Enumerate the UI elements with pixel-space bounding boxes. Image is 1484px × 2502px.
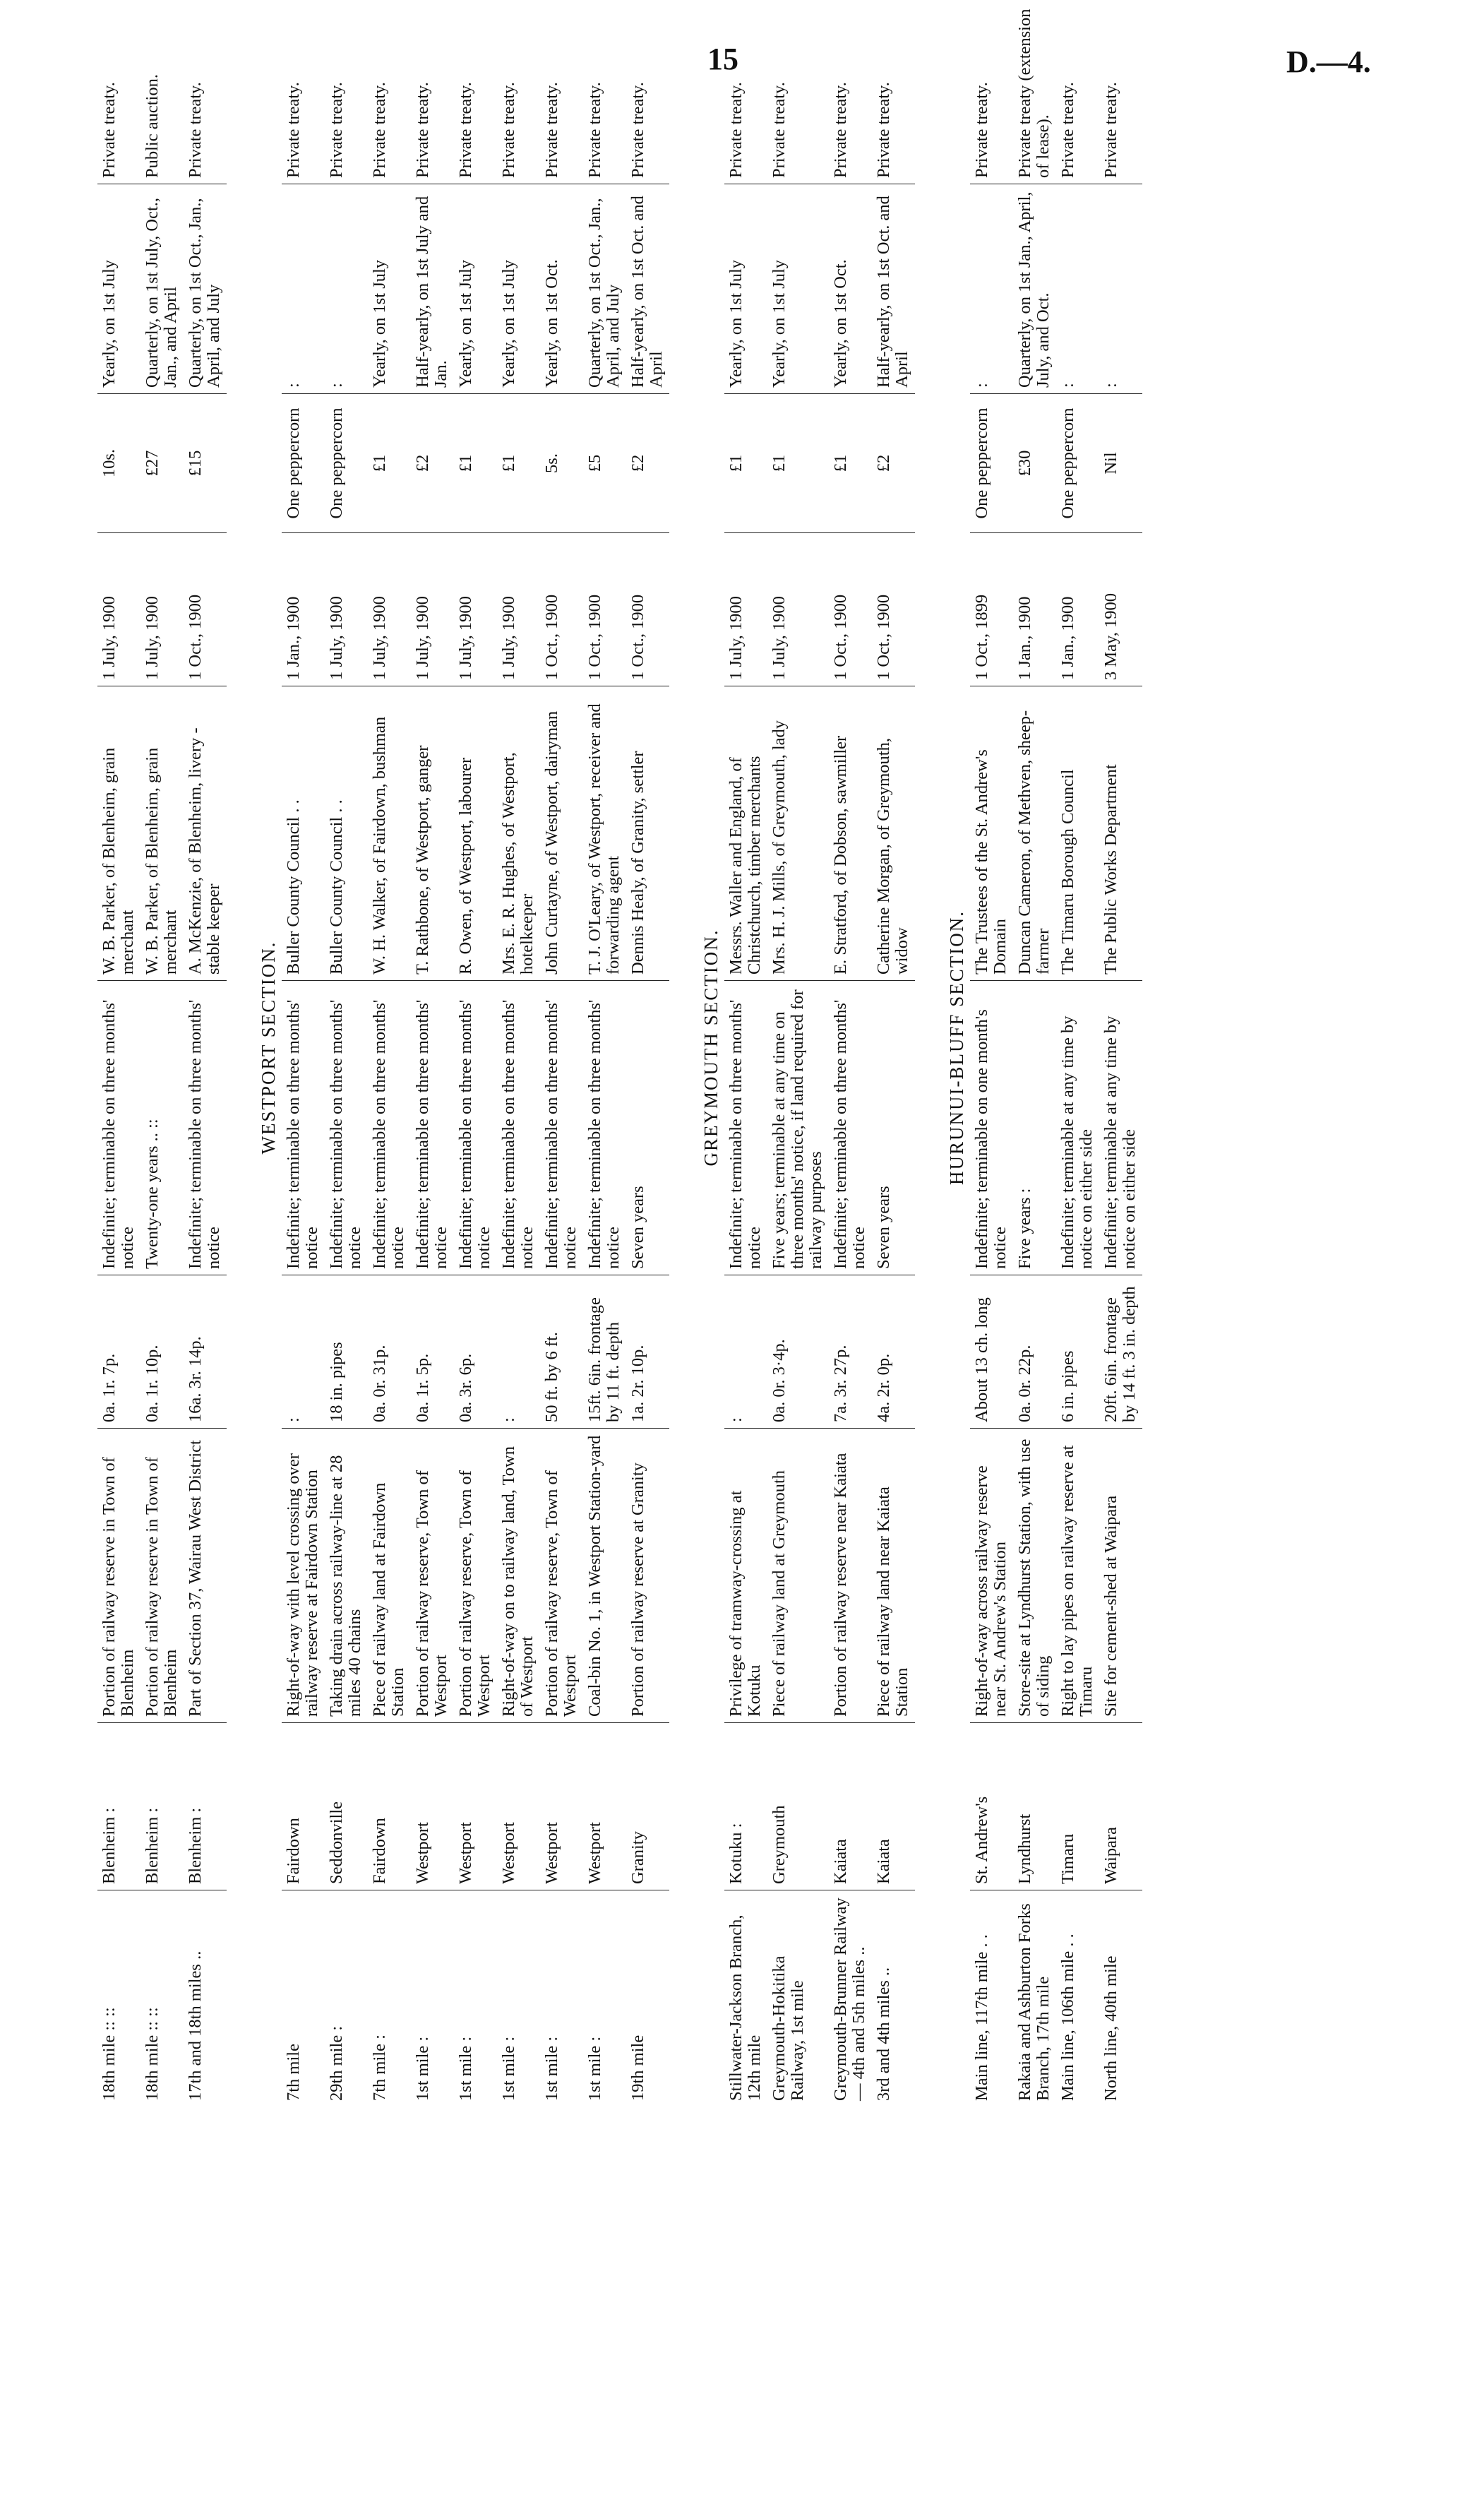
payment-cell: Yearly, on 1st Oct.	[540, 184, 583, 394]
rent-cell: 5s.	[540, 394, 583, 533]
term-cell: Five years :	[1013, 981, 1056, 1275]
mileage-cell: 29th mile :	[327, 2025, 346, 2101]
date-cell: 1 July, 1900	[97, 533, 140, 686]
date-cell: 1 Oct., 1900	[872, 533, 915, 686]
station-cell: Westport	[454, 1723, 497, 1890]
lessee-cell: Messrs. Waller and England, of Christchurch, timber merchants	[724, 686, 767, 981]
lessee-cell: T. J. O'Leary, of Westport, receiver and forwarding agent	[583, 686, 626, 981]
station-cell: Fairdown	[368, 1723, 411, 1890]
description-cell: Site for cement-shed at Waipara	[1099, 1429, 1142, 1723]
term-cell: Five years; terminable at any time on three months' notice, if land required for railway purposes	[767, 981, 829, 1275]
lessee-cell: John Curtayne, of Westport, dairyman	[540, 686, 583, 981]
date-cell: 1 Jan., 1900	[1013, 533, 1056, 686]
station-cell: Seddonville	[325, 1723, 368, 1890]
rent-cell: £27	[140, 394, 184, 533]
term-cell: Indefinite; terminable on one month's notice	[970, 981, 1013, 1275]
table-row	[1056, 0, 1099, 2107]
rent-cell: £2	[872, 394, 915, 533]
term-cell: Twenty-one years .. ::	[140, 981, 184, 1275]
station-cell: Kaiata	[829, 1723, 872, 1890]
date-cell: 1 Oct., 1900	[626, 533, 669, 686]
station-cell: Granity	[626, 1723, 669, 1890]
mileage-cell: 1st mile :	[499, 2036, 518, 2101]
term-cell: Seven years	[872, 981, 915, 1275]
description-cell: Coal-bin No. 1, in Westport Station-yard	[583, 1429, 626, 1723]
station-cell: Blenheim :	[140, 1723, 184, 1890]
date-cell: 1 Jan., 1900	[282, 533, 325, 686]
table-row	[970, 0, 1013, 2107]
area-cell: :	[724, 1275, 767, 1429]
lessee-cell: R. Owen, of Westport, labourer	[454, 686, 497, 981]
payment-cell: Half-yearly, on 1st Oct. and April	[872, 184, 915, 394]
station-cell: Blenheim :	[184, 1723, 227, 1890]
area-cell: :	[497, 1275, 540, 1429]
area-cell: 0a. 3r. 6p.	[454, 1275, 497, 1429]
payment-cell: Yearly, on 1st July	[454, 184, 497, 394]
area-cell: 0a. 1r. 7p.	[97, 1275, 140, 1429]
lessee-cell: W. B. Parker, of Blenheim, grain merchant	[140, 686, 184, 981]
area-cell: 15ft. 6in. frontage by 11 ft. depth	[583, 1275, 626, 1429]
payment-cell: Yearly, on 1st July	[767, 184, 829, 394]
rent-cell: £30	[1013, 394, 1056, 533]
station-cell: Timaru	[1056, 1723, 1099, 1890]
rent-cell: £15	[184, 394, 227, 533]
description-cell: Privilege of tramway-crossing at Kotuku	[724, 1429, 767, 1723]
area-cell: 7a. 3r. 27p.	[829, 1275, 872, 1429]
mileage-cell: 1st mile :	[585, 2036, 604, 2101]
description-cell: Right-of-way with level crossing over railway reserve at Fairdown Station	[282, 1429, 325, 1723]
station-cell: Westport	[411, 1723, 454, 1890]
table-row	[872, 0, 915, 2107]
table-row	[368, 0, 411, 2107]
rent-cell: £1	[368, 394, 411, 533]
disposal-cell: Private treaty.	[767, 0, 829, 184]
section-heading: HURUNUI-BLUFF SECTION.	[946, 910, 967, 1186]
rotated-table-region	[97, 8, 1396, 2107]
disposal-cell: Private treaty.	[872, 0, 915, 184]
mileage-cell: 18th mile :: ::	[100, 2007, 119, 2101]
area-cell: 0a. 1r. 5p.	[411, 1275, 454, 1429]
date-cell: 1 Oct., 1899	[970, 533, 1013, 686]
station-cell: Kotuku :	[724, 1723, 767, 1890]
lessee-cell: Mrs. H. J. Mills, of Greymouth, lady	[767, 686, 829, 981]
mileage-cell: North line, 40th mile	[1101, 1955, 1120, 2101]
section-gap-cell	[915, 0, 939, 2107]
date-cell: 1 July, 1900	[411, 533, 454, 686]
date-cell: 3 May, 1900	[1099, 533, 1142, 686]
section-heading: GREYMOUTH SECTION.	[700, 929, 722, 1167]
area-cell: 0a. 1r. 10p.	[140, 1275, 184, 1429]
section-gap-cell	[227, 0, 251, 2107]
section-gap	[669, 0, 693, 2107]
date-cell: 1 Oct., 1900	[540, 533, 583, 686]
disposal-cell: Private treaty.	[540, 0, 583, 184]
table-row	[497, 0, 540, 2107]
payment-cell: :	[325, 184, 368, 394]
area-cell: 20ft. 6in. frontage by 14 ft. 3 in. depth	[1099, 1275, 1142, 1429]
table-row	[724, 0, 767, 2107]
description-cell: Part of Section 37, Wairau West District	[184, 1429, 227, 1723]
section-heading-row	[251, 0, 282, 2107]
payment-cell: Yearly, on 1st July	[97, 184, 140, 394]
table-row	[140, 0, 184, 2107]
date-cell: 1 July, 1900	[767, 533, 829, 686]
leases-table-body	[97, 0, 1142, 2107]
date-cell: 1 July, 1900	[454, 533, 497, 686]
mileage-cell: Greymouth-Hokitika Railway, 1st mile	[770, 1955, 807, 2101]
payment-cell: :	[282, 184, 325, 394]
mileage-cell: Stillwater-Jackson Branch, 12th mile	[726, 1914, 764, 2101]
rent-cell: £2	[626, 394, 669, 533]
disposal-cell: Private treaty (extension of lease).	[1013, 0, 1056, 184]
description-cell: Portion of railway reserve in Town of Blenheim	[140, 1429, 184, 1723]
term-cell: Indefinite; terminable on three months' notice	[325, 981, 368, 1275]
date-cell: 1 Oct., 1900	[829, 533, 872, 686]
rent-cell: £1	[829, 394, 872, 533]
description-cell: Right to lay pipes on railway reserve at Timaru	[1056, 1429, 1099, 1723]
date-cell: 1 Oct., 1900	[583, 533, 626, 686]
payment-cell: Yearly, on 1st July	[497, 184, 540, 394]
section-heading: WESTPORT SECTION.	[258, 941, 279, 1155]
mileage-cell: Greymouth-Brunner Railway— 4th and 5th miles ..	[831, 1898, 868, 2101]
disposal-cell: Private treaty.	[454, 0, 497, 184]
lessee-cell: W. B. Parker, of Blenheim, grain merchant	[97, 686, 140, 981]
description-cell: Piece of railway land near Kaiata Station	[872, 1429, 915, 1723]
payment-cell: Half-yearly, on 1st July and Jan.	[411, 184, 454, 394]
area-cell: 0a. 0r. 31p.	[368, 1275, 411, 1429]
disposal-cell: Private treaty.	[184, 0, 227, 184]
payment-cell: Quarterly, on 1st July, Oct., Jan., and April	[140, 184, 184, 394]
term-cell: Indefinite; terminable on three months' notice	[97, 981, 140, 1275]
term-cell: Seven years	[626, 981, 669, 1275]
table-row	[325, 0, 368, 2107]
area-cell: 6 in. pipes	[1056, 1275, 1099, 1429]
mileage-cell: 18th mile :: ::	[143, 2007, 162, 2101]
section-heading-row	[939, 0, 970, 2107]
lessee-cell: Dennis Healy, of Granity, settler	[626, 686, 669, 981]
term-cell: Indefinite; terminable on three months' notice	[497, 981, 540, 1275]
term-cell: Indefinite; terminable on three months' notice	[454, 981, 497, 1275]
station-cell: Westport	[497, 1723, 540, 1890]
station-cell: Westport	[540, 1723, 583, 1890]
mileage-cell: Main line, 117th mile . .	[972, 1934, 991, 2101]
rent-cell: £5	[583, 394, 626, 533]
term-cell: Indefinite; terminable on three months' notice	[184, 981, 227, 1275]
table-row	[1013, 0, 1056, 2107]
payment-cell: Quarterly, on 1st Oct., Jan., April, and July	[184, 184, 227, 394]
table-row	[411, 0, 454, 2107]
rent-cell: £2	[411, 394, 454, 533]
area-cell: 16a. 3r. 14p.	[184, 1275, 227, 1429]
payment-cell: :	[1056, 184, 1099, 394]
term-cell: Indefinite; terminable on three months' notice	[368, 981, 411, 1275]
station-cell: Waipara	[1099, 1723, 1142, 1890]
date-cell: 1 July, 1900	[140, 533, 184, 686]
table-row	[454, 0, 497, 2107]
station-cell: Blenheim :	[97, 1723, 140, 1890]
term-cell: Indefinite; terminable on three months' notice	[540, 981, 583, 1275]
lessee-cell: Buller County Council . .	[325, 686, 368, 981]
term-cell: Indefinite; terminable at any time by notice on either side	[1056, 981, 1099, 1275]
mileage-cell: 7th mile	[284, 2044, 303, 2101]
payment-cell: Quarterly, on 1st Oct., Jan., April, and July	[583, 184, 626, 394]
area-cell: 18 in. pipes	[325, 1275, 368, 1429]
description-cell: Portion of railway reserve, Town of Westport	[540, 1429, 583, 1723]
page-number: 15	[707, 42, 738, 76]
mileage-cell: 1st mile :	[413, 2036, 432, 2101]
description-cell: Portion of railway reserve near Kaiata	[829, 1429, 872, 1723]
description-cell: Right-of-way on to railway land, Town of Westport	[497, 1429, 540, 1723]
date-cell: 1 Jan., 1900	[1056, 533, 1099, 686]
area-cell: 4a. 2r. 0p.	[872, 1275, 915, 1429]
rent-cell: One peppercorn	[325, 394, 368, 533]
disposal-cell: Private treaty.	[583, 0, 626, 184]
lessee-cell: The Timaru Borough Council	[1056, 686, 1099, 981]
date-cell: 1 Oct., 1900	[184, 533, 227, 686]
disposal-cell: Private treaty.	[970, 0, 1013, 184]
disposal-cell: Private treaty.	[325, 0, 368, 184]
table-row	[583, 0, 626, 2107]
lessee-cell: Buller County Council . .	[282, 686, 325, 981]
mileage-cell: 19th mile	[628, 2035, 647, 2101]
lessee-cell: Mrs. E. R. Hughes, of Westport, hotelkeeper	[497, 686, 540, 981]
disposal-cell: Private treaty.	[411, 0, 454, 184]
lessee-cell: W. H. Walker, of Fairdown, bushman	[368, 686, 411, 981]
date-cell: 1 July, 1900	[497, 533, 540, 686]
mileage-cell: 7th mile :	[370, 2035, 389, 2101]
lessee-cell: A. McKenzie, of Blenheim, livery - stable keeper	[184, 686, 227, 981]
area-cell: :	[282, 1275, 325, 1429]
mileage-cell: Rakaia and Ashburton Forks Branch, 17th mile	[1015, 1903, 1053, 2101]
disposal-cell: Private treaty.	[626, 0, 669, 184]
table-row	[767, 0, 829, 2107]
rent-cell: One peppercorn	[282, 394, 325, 533]
station-cell: Westport	[583, 1723, 626, 1890]
description-cell: Piece of railway land at Fairdown Station	[368, 1429, 411, 1723]
disposal-cell: Private treaty.	[97, 0, 140, 184]
payment-cell: :	[970, 184, 1013, 394]
area-cell: 1a. 2r. 10p.	[626, 1275, 669, 1429]
disposal-cell: Private treaty.	[1056, 0, 1099, 184]
date-cell: 1 July, 1900	[724, 533, 767, 686]
term-cell: Indefinite; terminable on three months' notice	[411, 981, 454, 1275]
section-heading-row	[693, 0, 724, 2107]
payment-cell: Yearly, on 1st July	[368, 184, 411, 394]
date-cell: 1 July, 1900	[368, 533, 411, 686]
description-cell: Portion of railway reserve, Town of Westport	[411, 1429, 454, 1723]
table-row	[97, 0, 140, 2107]
rent-cell: £1	[767, 394, 829, 533]
lessee-cell: Catherine Morgan, of Greymouth, widow	[872, 686, 915, 981]
disposal-cell: Private treaty.	[368, 0, 411, 184]
lessee-cell: The Trustees of the St. Andrew's Domain	[970, 686, 1013, 981]
rent-cell: £1	[724, 394, 767, 533]
description-cell: Store-site at Lyndhurst Station, with use of siding	[1013, 1429, 1056, 1723]
payment-cell: Half-yearly, on 1st Oct. and April	[626, 184, 669, 394]
disposal-cell: Private treaty.	[282, 0, 325, 184]
payment-cell: Yearly, on 1st Oct.	[829, 184, 872, 394]
disposal-cell: Private treaty.	[724, 0, 767, 184]
leases-table	[97, 0, 1142, 2107]
rent-cell: £1	[454, 394, 497, 533]
table-row	[282, 0, 325, 2107]
station-cell: Fairdown	[282, 1723, 325, 1890]
description-cell: Portion of railway reserve at Granity	[626, 1429, 669, 1723]
description-cell: Portion of railway reserve in Town of Blenheim	[97, 1429, 140, 1723]
area-cell: 50 ft. by 6 ft.	[540, 1275, 583, 1429]
section-gap	[915, 0, 939, 2107]
term-cell: Indefinite; terminable at any time by notice on either side	[1099, 981, 1142, 1275]
disposal-cell: Private treaty.	[1099, 0, 1142, 184]
rent-cell: Nil	[1099, 394, 1142, 533]
station-cell: Lyndhurst	[1013, 1723, 1056, 1890]
section-gap	[227, 0, 251, 2107]
table-row	[829, 0, 872, 2107]
lessee-cell: T. Rathbone, of Westport, ganger	[411, 686, 454, 981]
rent-cell: One peppercorn	[970, 394, 1013, 533]
station-cell: Greymouth	[767, 1723, 829, 1890]
area-cell: 0a. 0r. 22p.	[1013, 1275, 1056, 1429]
description-cell: Piece of railway land at Greymouth	[767, 1429, 829, 1723]
description-cell: Taking drain across railway-line at 28 miles 40 chains	[325, 1429, 368, 1723]
rent-cell: One peppercorn	[1056, 394, 1099, 533]
disposal-cell: Public auction.	[140, 0, 184, 184]
mileage-cell: Main line, 106th mile . .	[1058, 1934, 1077, 2101]
table-row	[626, 0, 669, 2107]
mileage-cell: 1st mile :	[542, 2036, 561, 2101]
description-cell: Portion of railway reserve, Town of Westport	[454, 1429, 497, 1723]
area-cell: 0a. 0r. 3·4p.	[767, 1275, 829, 1429]
payment-cell: Quarterly, on 1st Jan., April, July, and Oct.	[1013, 184, 1056, 394]
lessee-cell: Duncan Cameron, of Methven, sheep-farmer	[1013, 686, 1056, 981]
station-cell: St. Andrew's	[970, 1723, 1013, 1890]
mileage-cell: 1st mile :	[456, 2036, 475, 2101]
description-cell: Right-of-way across railway reserve near St. Andrew's Station	[970, 1429, 1013, 1723]
table-row	[184, 0, 227, 2107]
table-row	[540, 0, 583, 2107]
lessee-cell: The Public Works Department	[1099, 686, 1142, 981]
term-cell: Indefinite; terminable on three months' notice	[829, 981, 872, 1275]
rent-cell: 10s.	[97, 394, 140, 533]
term-cell: Indefinite; terminable on three months' notice	[282, 981, 325, 1275]
payment-cell: Yearly, on 1st July	[724, 184, 767, 394]
rent-cell: £1	[497, 394, 540, 533]
term-cell: Indefinite; terminable on three months' notice	[724, 981, 767, 1275]
date-cell: 1 July, 1900	[325, 533, 368, 686]
payment-cell: :	[1099, 184, 1142, 394]
lessee-cell: E. Stratford, of Dobson, sawmiller	[829, 686, 872, 981]
area-cell: About 13 ch. long	[970, 1275, 1013, 1429]
document-reference: D.—4.	[1286, 44, 1371, 79]
table-row	[1099, 0, 1142, 2107]
station-cell: Kaiata	[872, 1723, 915, 1890]
term-cell: Indefinite; terminable on three months' notice	[583, 981, 626, 1275]
disposal-cell: Private treaty.	[829, 0, 872, 184]
mileage-cell: 3rd and 4th miles ..	[874, 1967, 893, 2101]
disposal-cell: Private treaty.	[497, 0, 540, 184]
mileage-cell: 17th and 18th miles ..	[186, 1950, 205, 2101]
section-gap-cell	[669, 0, 693, 2107]
